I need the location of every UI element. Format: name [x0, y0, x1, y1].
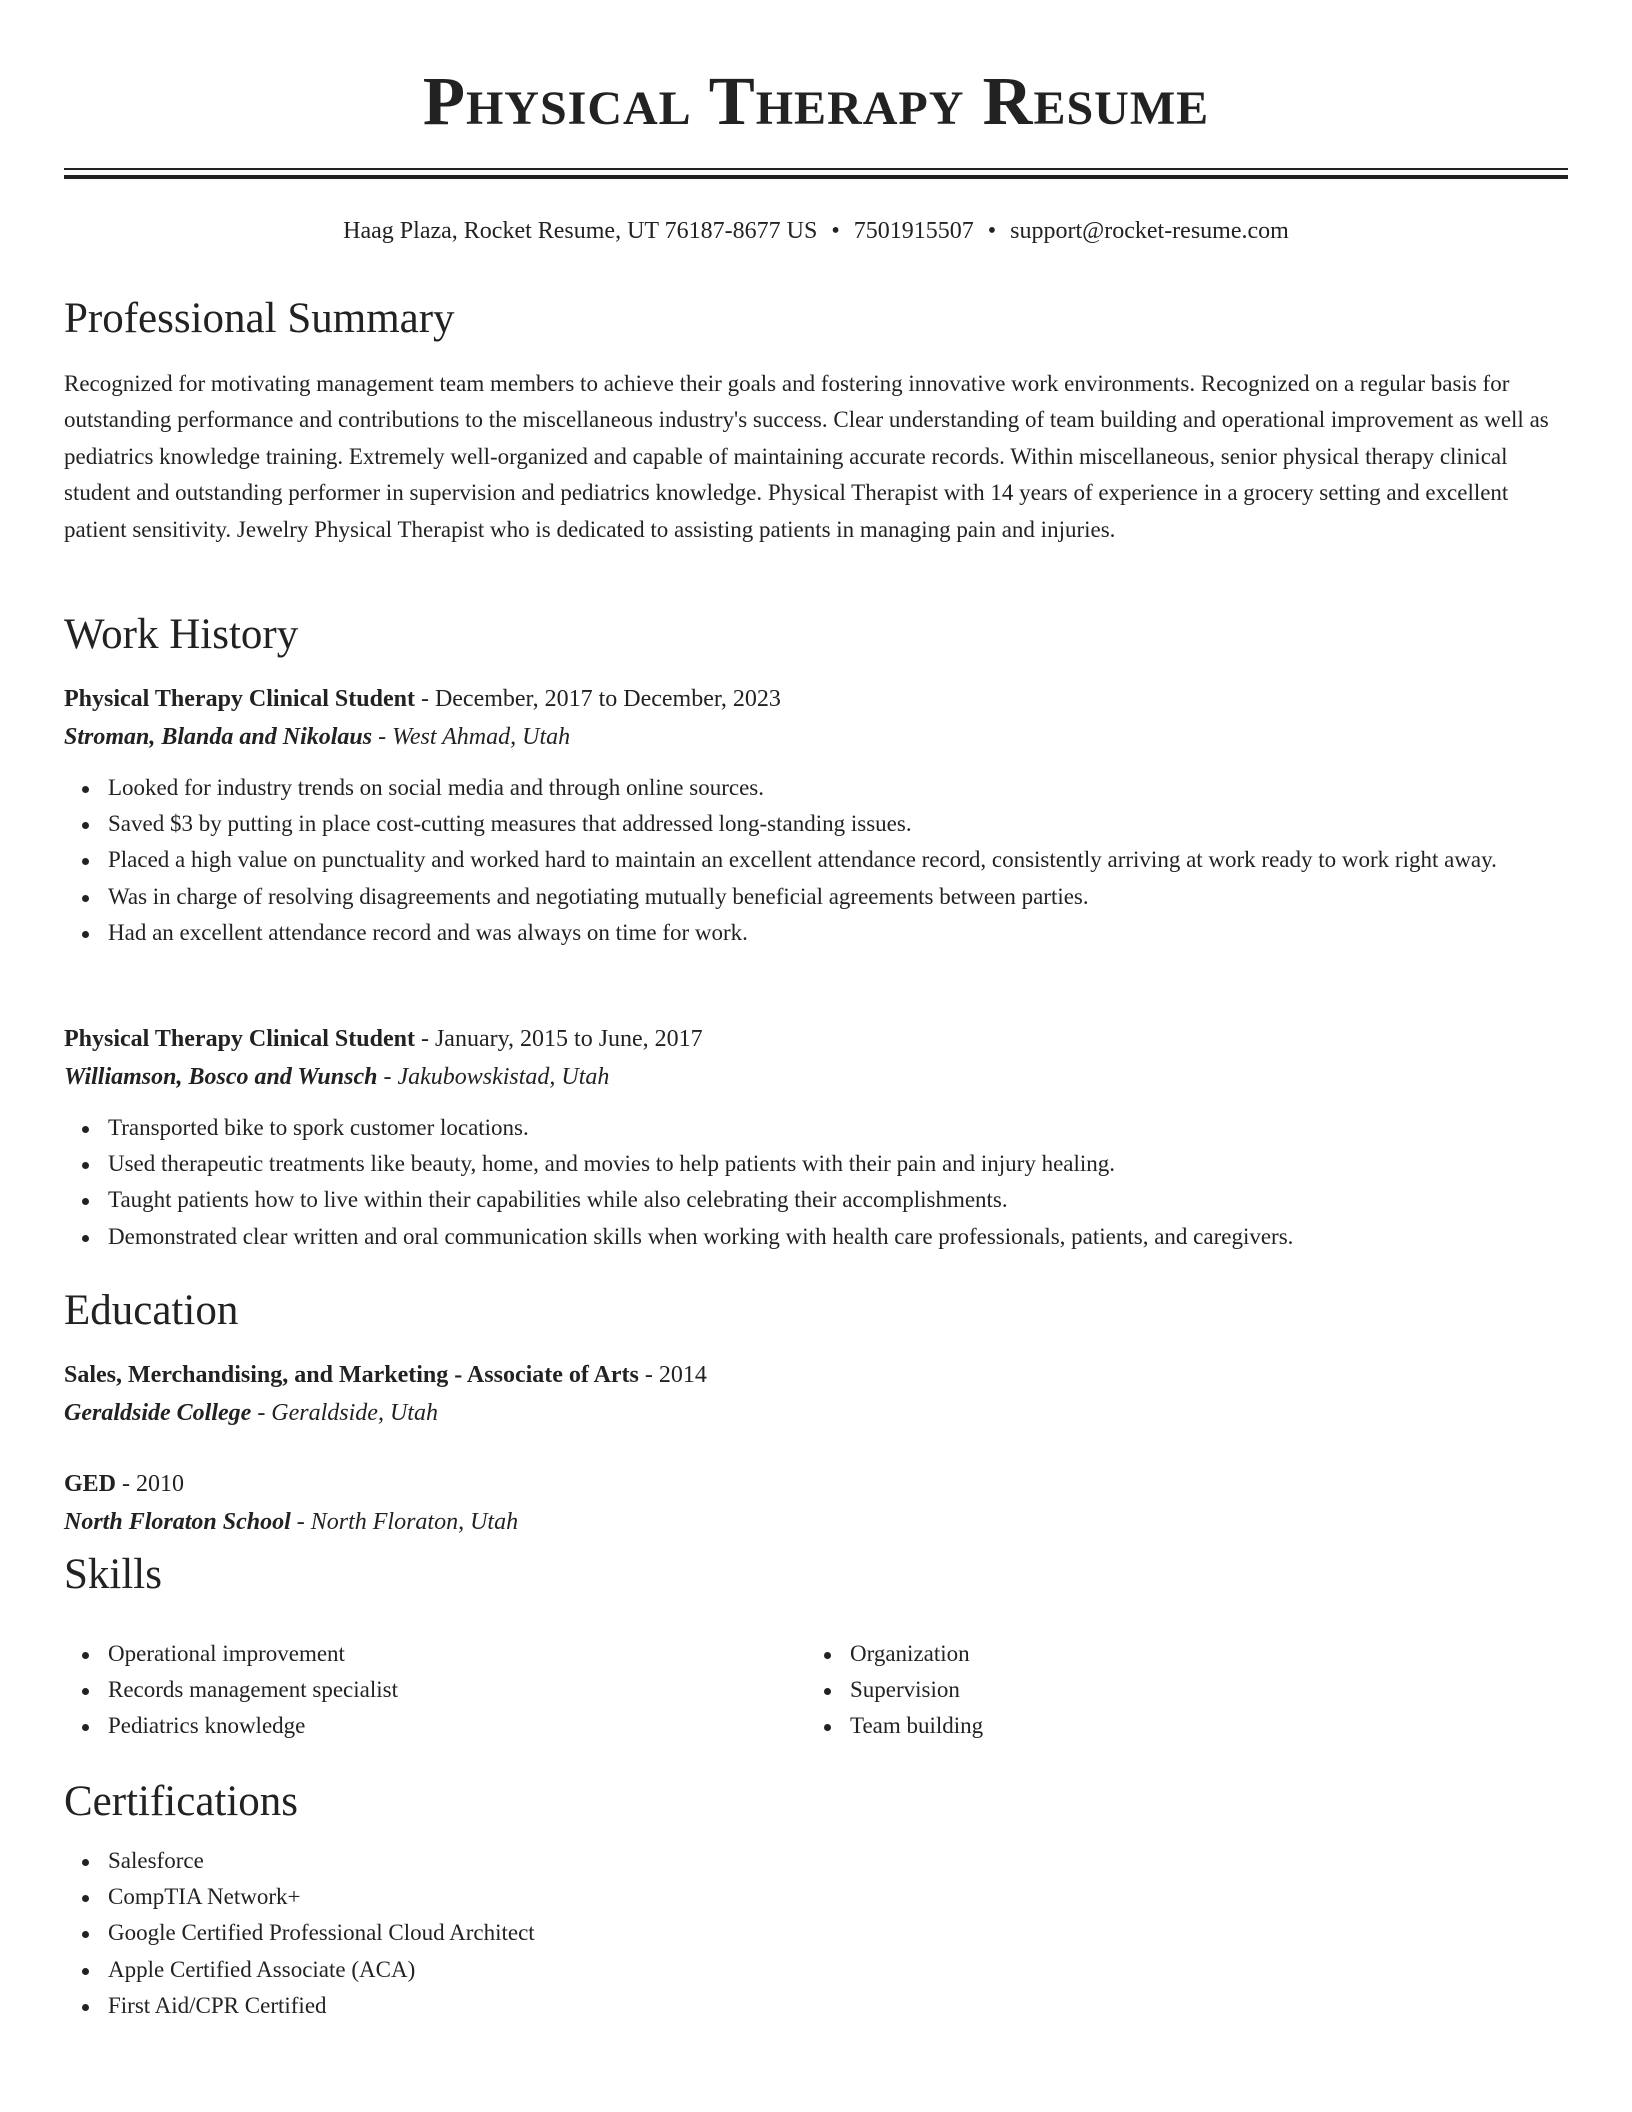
skills-left-column	[64, 1636, 804, 1745]
education-school-line	[64, 1394, 1568, 1432]
education-school: Geraldside College	[64, 1400, 252, 1426]
list-item: Organization	[806, 1636, 1546, 1672]
list-item: Apple Certified Associate (ACA)	[64, 1952, 1568, 1988]
list-item: Was in charge of resolving disagreements and negotiating mutually beneficial agreements between parties.	[64, 879, 1568, 915]
list-item: Operational improvement	[64, 1636, 804, 1672]
summary-text: Recognized for motivating management team members to achieve their goals and fostering innovative work environments. Recognized on a regular basis for outstanding performance and contributions to the miscellaneous industry's success. Clear understanding of team building and operational improvement as well as pediatrics knowledge training. Extremely well-organized and capable of maintaining accurate records. Within miscellaneous, senior physical therapy clinical student and outstanding performer in supervision and pediatrics knowledge. Physical Therapist with 14 years of experience in a grocery setting and excellent patient sensitivity. Jewelry Physical Therapist who is dedicated to assisting patients in managing pain and injuries.	[64, 371, 1549, 542]
contact-line	[0, 214, 1632, 248]
job-entry	[64, 1020, 1568, 1255]
contact-separator: •	[831, 218, 840, 244]
list-item: CompTIA Network+	[64, 1879, 1568, 1915]
list-item: Google Certified Professional Cloud Architect	[64, 1915, 1568, 1951]
resume-title: Physical Therapy Resume	[422, 63, 1210, 139]
summary-heading: Professional Summary	[64, 295, 455, 342]
job-company: Stroman, Blanda and Nikolaus	[64, 724, 373, 750]
list-item: Pediatrics knowledge	[64, 1708, 804, 1744]
contact-address: Haag Plaza, Rocket Resume, UT 76187-8677 US	[343, 218, 818, 244]
skills-heading-wrap	[64, 1550, 1568, 1600]
list-item: Looked for industry trends on social media and through online sources.	[64, 770, 1568, 806]
list-item: Records management specialist	[64, 1672, 804, 1708]
job-location: - Jakubowskistad, Utah	[377, 1064, 610, 1090]
job-title-line	[64, 1020, 1568, 1058]
education-location: - North Floraton, Utah	[290, 1509, 519, 1535]
job-company: Williamson, Bosco and Wunsch	[64, 1064, 378, 1090]
job-dates: - January, 2015 to June, 2017	[414, 1026, 703, 1052]
contact-separator: •	[987, 218, 997, 244]
list-item: Taught patients how to live within their capabilities while also celebrating their accomplishments.	[64, 1182, 1568, 1218]
skills-list-right	[806, 1636, 1546, 1745]
job-dates: - December, 2017 to December, 2023	[414, 686, 781, 712]
skills-heading: Skills	[64, 1551, 162, 1598]
list-item: Had an excellent attendance record and was always on time for work.	[64, 915, 1568, 951]
list-item: First Aid/CPR Certified	[64, 1988, 1568, 2024]
job-title-line	[64, 680, 1568, 718]
education-location: - Geraldside, Utah	[251, 1400, 438, 1426]
education-degree: GED	[64, 1471, 117, 1497]
skills-list-left	[64, 1636, 804, 1745]
title-divider-thick	[64, 175, 1568, 179]
education-year: - 2014	[638, 1362, 707, 1388]
work-heading-wrap	[64, 610, 1568, 660]
job-bullets	[64, 770, 1568, 951]
list-item: Demonstrated clear written and oral communication skills when working with health care professionals, patients, and caregivers.	[64, 1219, 1568, 1255]
job-company-line	[64, 718, 1568, 756]
title-divider-thin	[64, 168, 1568, 170]
job-entry	[64, 680, 1568, 951]
list-item: Team building	[806, 1708, 1546, 1744]
work-heading: Work History	[64, 611, 299, 658]
contact-email: support@rocket-resume.com	[1010, 218, 1289, 244]
job-company-line	[64, 1058, 1568, 1096]
education-heading-wrap	[64, 1286, 1568, 1336]
education-degree: Sales, Merchandising, and Marketing - Associate of Arts	[64, 1362, 639, 1388]
certifications-list-wrap	[64, 1843, 1568, 2024]
list-item: Used therapeutic treatments like beauty, home, and movies to help patients with their pain and injury healing.	[64, 1146, 1568, 1182]
education-degree-line	[64, 1465, 1568, 1503]
education-degree-line	[64, 1356, 1568, 1394]
education-entry	[64, 1465, 1568, 1541]
job-title: Physical Therapy Clinical Student	[64, 1026, 415, 1052]
certifications-heading: Certifications	[64, 1778, 299, 1825]
list-item: Saved $3 by putting in place cost-cutting measures that addressed long-standing issues.	[64, 806, 1568, 842]
job-location: - West Ahmad, Utah	[372, 724, 571, 750]
job-bullets	[64, 1110, 1568, 1255]
list-item: Salesforce	[64, 1843, 1568, 1879]
education-year: - 2010	[116, 1471, 185, 1497]
education-school-line	[64, 1503, 1568, 1541]
contact-phone: 7501915507	[853, 218, 974, 244]
education-entry	[64, 1356, 1568, 1432]
summary-section	[64, 294, 1568, 344]
education-school: North Floraton School	[64, 1509, 291, 1535]
list-item: Placed a high value on punctuality and worked hard to maintain an excellent attendance record, consistently arriving at work ready to work right away.	[64, 842, 1568, 878]
list-item: Supervision	[806, 1672, 1546, 1708]
job-title: Physical Therapy Clinical Student	[64, 686, 415, 712]
list-item: Transported bike to spork customer locations.	[64, 1110, 1568, 1146]
skills-right-column	[806, 1636, 1546, 1745]
education-heading: Education	[64, 1287, 239, 1334]
certifications-list	[64, 1843, 1568, 2024]
certifications-heading-wrap	[64, 1777, 1568, 1827]
